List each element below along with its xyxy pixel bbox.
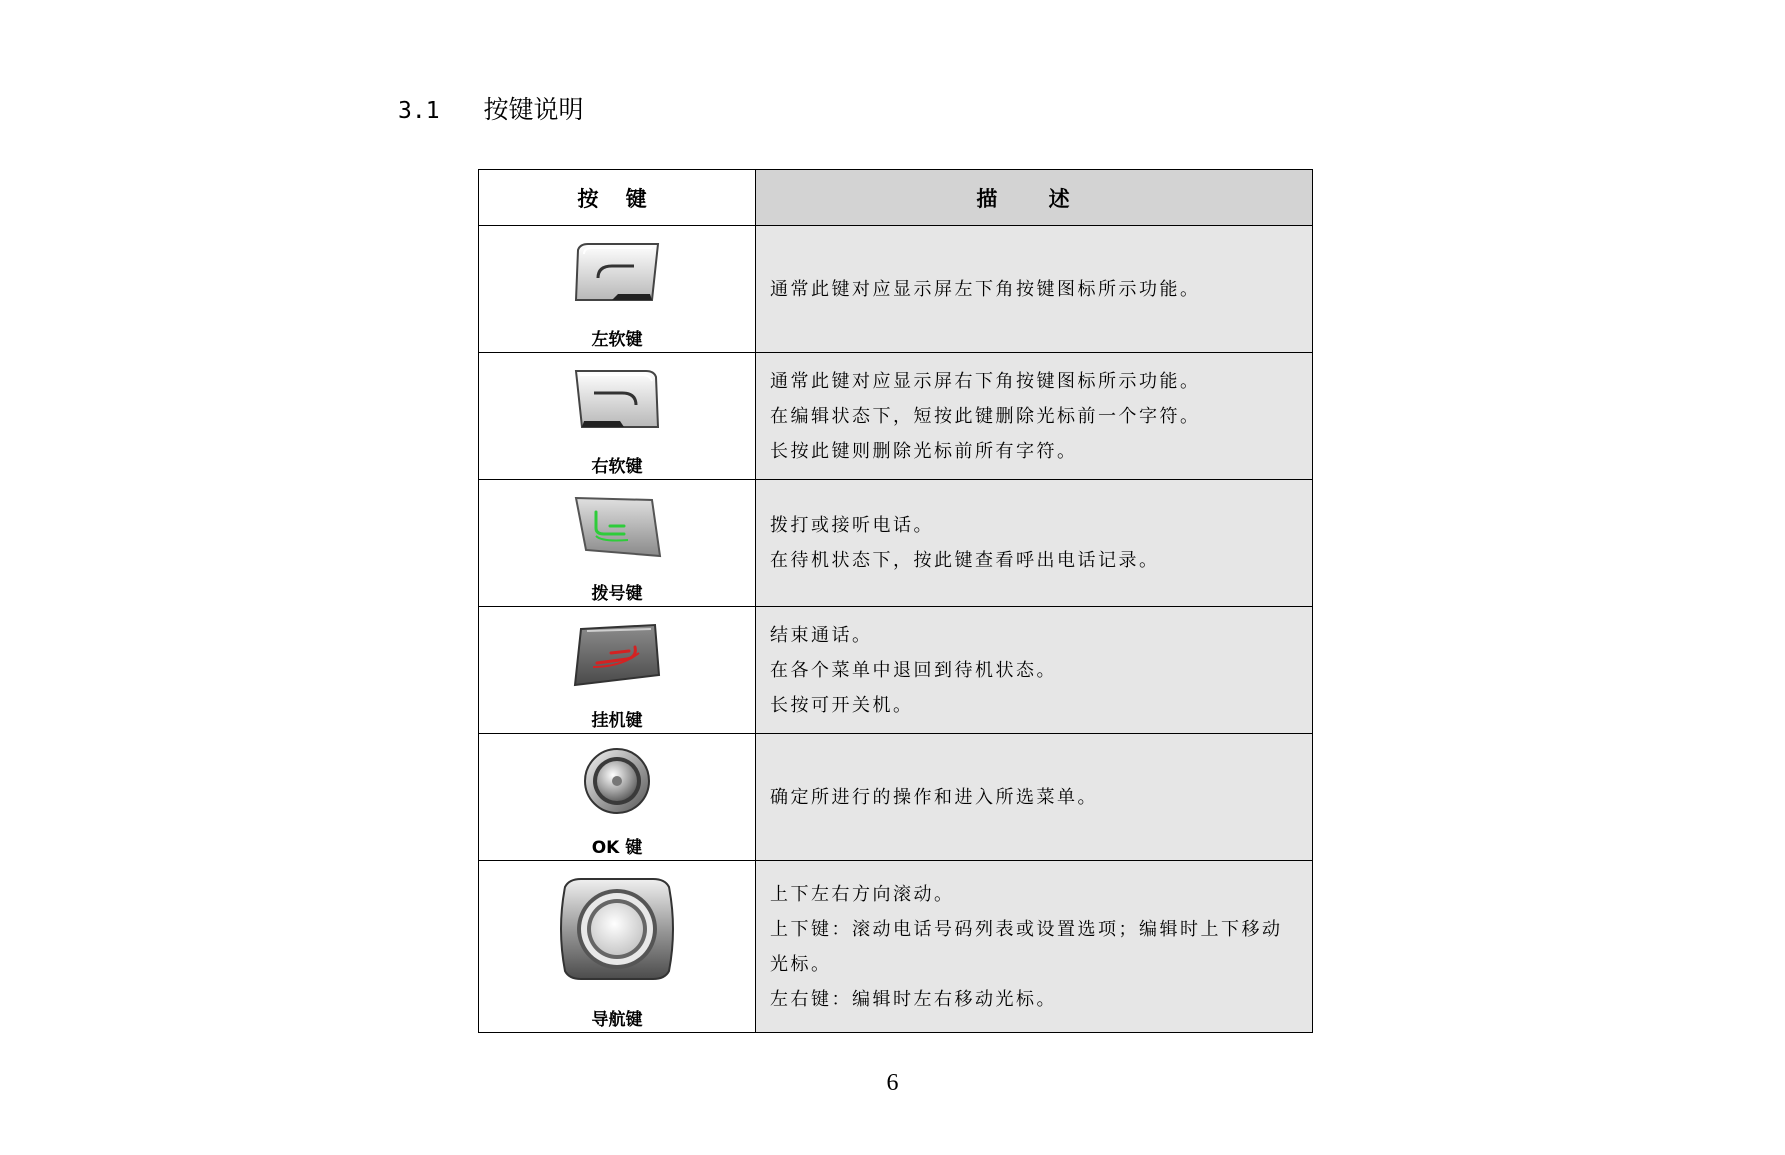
- table-header-row: [479, 170, 1313, 226]
- description-cell: [756, 353, 1313, 480]
- key-label: 拨号键: [591, 584, 643, 604]
- key-cell: [479, 480, 756, 607]
- description-line: 长按可开关机。: [770, 694, 914, 716]
- description-line: 上下左右方向滚动。: [770, 883, 955, 905]
- keys-table: [478, 169, 1313, 1033]
- key-cell: [479, 353, 756, 480]
- key-label: 导航键: [591, 1010, 643, 1030]
- ok-key-icon: [582, 746, 652, 816]
- description-line: 拨打或接听电话。: [770, 515, 934, 536]
- description-line: 通常此键对应显示屏左下角按键图标所示功能。: [770, 278, 1201, 300]
- left-soft-key-icon: [572, 242, 662, 302]
- key-label: 右软键: [591, 457, 643, 477]
- key-cell: [479, 226, 756, 353]
- description-line: 光标。: [770, 953, 832, 975]
- description-line: 左右键：编辑时左右移动光标。: [770, 988, 1057, 1010]
- description-line: 在各个菜单中退回到待机状态。: [770, 659, 1057, 681]
- key-cell: [479, 607, 756, 734]
- description-cell: [756, 734, 1313, 861]
- table-row: [479, 607, 1313, 734]
- table-row: [479, 480, 1313, 607]
- description-line: 在编辑状态下，短按此键删除光标前一个字符。: [770, 405, 1201, 427]
- key-cell: [479, 734, 756, 861]
- key-label: OK 键: [591, 838, 643, 858]
- dial-key-icon: [572, 496, 662, 560]
- table-row: [479, 861, 1313, 1033]
- right-soft-key-icon: [572, 369, 662, 429]
- description-line: 上下键：滚动电话号码列表或设置选项；编辑时上下移动: [770, 918, 1283, 940]
- end-key-icon: [571, 623, 663, 687]
- description-column-header: 描 述: [756, 170, 1313, 226]
- table-row: [479, 226, 1313, 353]
- description-line: 确定所进行的操作和进入所选菜单。: [770, 786, 1098, 808]
- section-number: 3.1: [398, 98, 440, 124]
- navigation-key-icon: [555, 877, 679, 981]
- description-line: 在待机状态下，按此键查看呼出电话记录。: [770, 550, 1160, 571]
- description-cell: [756, 226, 1313, 353]
- description-cell: [756, 861, 1313, 1033]
- key-cell: [479, 861, 756, 1033]
- section-heading: [398, 90, 584, 126]
- page-number: 6: [886, 1070, 899, 1096]
- key-label: 左软键: [591, 330, 643, 350]
- section-title: 按键说明: [483, 95, 584, 124]
- description-cell: [756, 607, 1313, 734]
- key-label: 挂机键: [591, 711, 643, 731]
- description-cell: [756, 480, 1313, 607]
- key-column-header: 按 键: [479, 170, 756, 226]
- table-row: [479, 353, 1313, 480]
- table-row: [479, 734, 1313, 861]
- description-line: 结束通话。: [770, 624, 873, 646]
- description-line: 长按此键则删除光标前所有字符。: [770, 440, 1078, 462]
- description-line: 通常此键对应显示屏右下角按键图标所示功能。: [770, 370, 1201, 392]
